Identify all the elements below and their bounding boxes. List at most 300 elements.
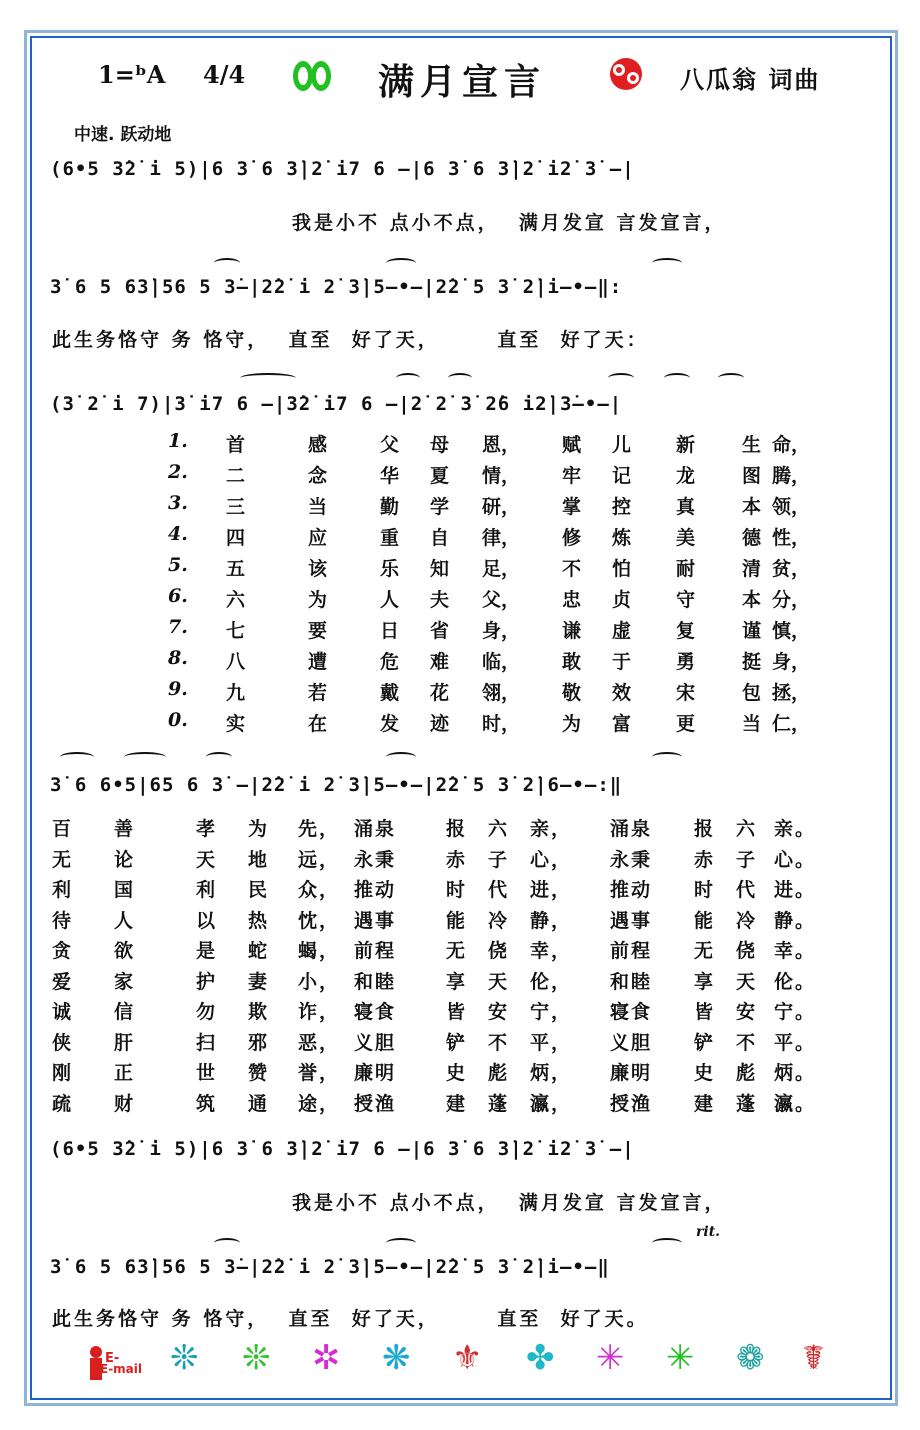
verse-word: 包 [742,682,762,704]
verse-word: 谦 [562,620,582,642]
slur-mark [386,258,416,268]
chorus-word: 诈， [298,1001,341,1023]
lyric-line-2: 此生务恪守 务 恪守， 直至 好了天， 直至 好了天： [52,329,649,351]
chorus-word: 扫 [196,1031,218,1054]
chorus-word: 利 [196,879,218,901]
verse-word: 忠 [562,589,582,611]
flower-icon: ❁ [736,1338,765,1378]
chorus-word: 进。 [774,879,817,901]
notation-line-3: (3̇ 2̇ i 7)|3̇ i7 6 —|3̇2̇ i7 6 —|2̇ 2̇ 3̇ 2̇6 i2̇|3̇—•—| [50,393,623,415]
chorus-word: 皆 [446,1001,468,1023]
song-title: 满月宣言 [378,61,547,103]
verse-word: 念 [308,465,328,487]
chorus-word: 护 [196,970,218,993]
tempo-marking: 中速. 跃动地 [74,125,172,145]
verse-word: 恩， [482,434,521,456]
verse-word: 富 [612,713,632,735]
verse-word: 学 [430,496,450,518]
chorus-word: 人 [114,909,136,932]
caduceus-icon: ☤ [802,1338,825,1378]
slur-mark [60,752,94,762]
chorus-word: 代 [736,879,758,901]
chorus-word: 先， [298,818,341,840]
verse-word: 当 [742,713,762,735]
verse-word: 翎， [482,682,521,704]
verse-word: 勤 [380,496,400,518]
verse-word: 谨 [742,620,762,642]
verse-word: 于 [612,651,632,673]
verse-word: 律， [482,527,521,549]
slur-mark [664,373,690,383]
verse-word: 腾， [772,465,811,487]
slur-mark [608,373,634,383]
verse-word: 更 [676,713,696,735]
verse-word: 八 [226,651,246,673]
ritardando-marking: rit. [696,1224,721,1240]
chorus-word: 善 [114,818,136,840]
chorus-row [52,845,852,873]
chorus-word: 涌泉 [610,818,653,840]
verse-word: 遭 [308,651,328,673]
verse-word: 自 [430,527,450,549]
verse-row [168,647,811,675]
verse-word: 德 [742,527,762,549]
chorus-word: 亲。 [774,818,817,840]
chorus-word: 热 [248,909,270,932]
chorus-word: 勿 [196,1001,218,1023]
chorus-word: 疏 [52,1092,74,1115]
lyric-line-intro: 我是小不 点小不点， 满月发宣 言发宣言， [292,212,727,234]
verse-word: 在 [308,713,328,735]
chorus-word: 前程 [354,940,397,962]
chorus-word: 能 [694,909,716,932]
chorus-word: 炳。 [774,1062,817,1084]
chorus-word: 伦。 [774,970,817,993]
chorus-word: 妻 [248,970,270,993]
chorus-word: 前程 [610,940,653,962]
verse-word: 母 [430,434,450,456]
chorus-word: 静， [530,909,573,932]
verse-word: 父 [380,434,400,456]
svg-text:E-: E- [105,1351,120,1366]
chorus-row [52,875,852,903]
chorus-row [52,936,852,964]
slur-mark [206,752,232,762]
slur-mark [124,752,166,762]
verse-word: 研， [482,496,521,518]
verse-word: 戴 [380,682,400,704]
chorus-word: 幸。 [774,940,817,962]
snowflake-icon: ✳ [666,1338,695,1378]
verse-number: 4. [168,523,188,545]
chorus-word: 建 [694,1092,716,1115]
verse-word: 二 [226,465,246,487]
verse-word: 敬 [562,682,582,704]
verse-word: 迹 [430,713,450,735]
chorus-word: 史 [694,1062,716,1084]
score-header [40,52,880,102]
verse-word: 人 [380,589,400,611]
verse-word: 分， [772,589,811,611]
chorus-word: 不 [736,1031,758,1054]
slur-mark [240,373,296,383]
verse-number: 0. [168,709,188,731]
verse-word: 复 [676,620,696,642]
snowflake-icon: ❋ [382,1338,411,1378]
verse-word: 本 [742,589,762,611]
chorus-word: 皆 [694,1001,716,1023]
chorus-word: 邪 [248,1031,270,1054]
verse-word: 贞 [612,589,632,611]
verse-word: 重 [380,527,400,549]
chorus-word: 是 [196,940,218,962]
chorus-word: 平， [530,1031,573,1054]
red-cancer-icon [606,56,646,96]
verse-row [168,554,811,582]
verse-row [168,430,811,458]
verse-row [168,585,811,613]
chorus-word: 宁。 [774,1001,817,1023]
chorus-word: 爱 [52,970,74,993]
verse-word: 首 [226,434,246,456]
chorus-word: 子 [736,848,758,871]
verse-word: 美 [676,527,696,549]
chorus-word: 安 [736,1001,758,1023]
verse-word: 当 [308,496,328,518]
verse-word: 六 [226,589,246,611]
verse-word: 夏 [430,465,450,487]
slur-mark [214,1238,240,1248]
verse-row [168,709,811,737]
chorus-word: 报 [446,818,468,840]
verse-word: 该 [308,558,328,580]
verse-row [168,461,811,489]
verse-word: 慎， [772,620,811,642]
snowflake-icon: ✤ [526,1338,555,1378]
chorus-word: 义胆 [354,1031,397,1054]
verse-word: 真 [676,496,696,518]
verse-row [168,678,811,706]
chorus-word: 通 [248,1092,270,1115]
notation-line-final: 3̇ 6 5 63̇|56 5 3̇—|2̇2̇ i 2̇ 3̇|5—•—|2̇2̇ 5 3̇ 2̇|i—•—‖ [50,1256,610,1278]
verse-word: 危 [380,651,400,673]
verse-word: 身， [772,651,811,673]
verse-number: 1. [168,430,188,452]
chorus-word: 时 [694,879,716,901]
chorus-word: 家 [114,970,136,993]
chorus-word: 安 [488,1001,510,1023]
chorus-word: 众， [298,879,341,901]
snowflake-icon: ❊ [170,1338,199,1378]
verse-word: 效 [612,682,632,704]
slur-mark [386,752,416,762]
slur-mark [214,258,240,268]
chorus-word: 财 [114,1092,136,1115]
chorus-row [52,967,852,995]
verse-word: 牢 [562,465,582,487]
emblem-icon: ⚜ [452,1338,483,1378]
chorus-word: 永秉 [610,848,653,871]
verse-word: 三 [226,496,246,518]
chorus-word: 能 [446,909,468,932]
verse-word: 领， [772,496,811,518]
verse-number: 7. [168,616,188,638]
verse-word: 儿 [612,434,632,456]
notation-line-reprise: (6•5 3̇2̇ i 5)|6 3̇ 6 3̇|2̇ i7 6 —|6 3̇ 6 3̇|2̇ i2̇ 3̇ —| [50,1138,635,1160]
chorus-word: 铲 [694,1031,716,1054]
chorus-word: 侠 [52,1031,74,1054]
verse-word: 若 [308,682,328,704]
chorus-word: 宁， [530,1001,573,1023]
verse-word: 五 [226,558,246,580]
chorus-word: 侥 [736,940,758,962]
verse-word: 难 [430,651,450,673]
chorus-word: 六 [488,818,510,840]
verse-word: 华 [380,465,400,487]
chorus-word: 伦， [530,970,573,993]
chorus-word: 肝 [114,1031,136,1054]
verse-number: 2. [168,461,188,483]
slur-mark [396,373,420,383]
slur-mark [718,373,744,383]
verse-word: 新 [676,434,696,456]
verse-word: 敢 [562,651,582,673]
chorus-word: 寝食 [354,1001,397,1023]
chorus-word: 筑 [196,1092,218,1115]
chorus-row [52,1028,852,1056]
verse-word: 性， [772,527,811,549]
chorus-word: 静。 [774,909,817,932]
verse-word: 父， [482,589,521,611]
chorus-word: 赞 [248,1062,270,1084]
chorus-word: 无 [694,940,716,962]
chorus-word: 欺 [248,1001,270,1023]
chorus-word: 铲 [446,1031,468,1054]
chorus-word: 以 [196,909,218,932]
snowflake-icon: ❊ [242,1338,271,1378]
chorus-word: 幸， [530,940,573,962]
chorus-word: 炳， [530,1062,573,1084]
verse-word: 记 [612,465,632,487]
verse-word: 虚 [612,620,632,642]
chorus-word: 地 [248,848,270,871]
chorus-word: 忱， [298,909,341,932]
chorus-row [52,1089,852,1117]
chorus-word: 冷 [736,909,758,932]
green-ornament-icon [290,58,334,98]
chorus-word: 恶， [298,1031,341,1054]
verse-row [168,523,811,551]
chorus-word: 瀛。 [774,1092,817,1115]
chorus-word: 蓬 [736,1092,758,1115]
chorus-word: 冷 [488,909,510,932]
chorus-word: 史 [446,1062,468,1084]
chorus-word: 远， [298,848,341,871]
verse-word: 七 [226,620,246,642]
chorus-word: 彪 [736,1062,758,1084]
chorus-word: 孝 [196,818,218,840]
chorus-word: 享 [446,970,468,993]
chorus-word: 欲 [114,940,136,962]
chorus-word: 六 [736,818,758,840]
verse-word: 勇 [676,651,696,673]
verse-word: 挺 [742,651,762,673]
chorus-word: 心， [530,848,573,871]
chorus-word: 建 [446,1092,468,1115]
verse-word: 实 [226,713,246,735]
chorus-word: 报 [694,818,716,840]
chorus-word: 国 [114,879,136,901]
chorus-word: 诚 [52,1001,74,1023]
verse-word: 应 [308,527,328,549]
verse-word: 发 [380,713,400,735]
chorus-word: 和睦 [610,970,653,993]
chorus-word: 民 [248,879,270,901]
verse-word: 九 [226,682,246,704]
verse-word: 为 [562,713,582,735]
verse-word: 仁， [772,713,811,735]
chorus-word: 途， [298,1092,341,1115]
time-signature: 4/4 [203,60,246,89]
notation-line-2: 3̇ 6 5 63̇|56 5 3̇—|2̇2̇ i 2̇ 3̇|5—•—|2̇2̇ 5 3̇ 2̇|i—•—‖: [50,276,623,298]
verse-word: 感 [308,434,328,456]
chorus-word: 赤 [446,848,468,871]
chorus-word: 誉， [298,1062,341,1084]
snowflake-icon: ✲ [312,1338,341,1378]
chorus-word: 贪 [52,940,74,962]
verse-number: 3. [168,492,188,514]
slur-mark [652,752,682,762]
verse-word: 本 [742,496,762,518]
chorus-word: 小， [298,970,341,993]
verse-word: 耐 [676,558,696,580]
verse-word: 知 [430,558,450,580]
verse-word: 不 [562,558,582,580]
chorus-word: 无 [446,940,468,962]
verse-word: 省 [430,620,450,642]
chorus-word: 授渔 [610,1092,653,1115]
verse-word: 身， [482,620,521,642]
chorus-word: 瀛， [530,1092,573,1115]
verse-row [168,616,811,644]
chorus-word: 廉明 [610,1062,653,1084]
chorus-word: 天 [736,970,758,993]
chorus-word: 子 [488,848,510,871]
verse-word: 拯， [772,682,811,704]
verse-word: 修 [562,527,582,549]
snowflake-icon: ✳ [596,1338,625,1378]
chorus-word: 时 [446,879,468,901]
chorus-word: 寝食 [610,1001,653,1023]
chorus-word: 授渔 [354,1092,397,1115]
verse-row [168,492,811,520]
verse-word: 怕 [612,558,632,580]
notation-line-4: 3̇ 6 6•5|65 6 3̇ —|2̇2̇ i 2̇ 3̇|5—•—|2̇2̇ 5 3̇ 2̇|6—•—:‖ [50,774,623,796]
verse-number: 8. [168,647,188,669]
chorus-word: 彪 [488,1062,510,1084]
verse-word: 乐 [380,558,400,580]
chorus-word: 信 [114,1001,136,1023]
slur-mark [386,1238,416,1248]
verse-word: 日 [380,620,400,642]
chorus-word: 论 [114,848,136,871]
verse-word: 命， [772,434,811,456]
verse-word: 炼 [612,527,632,549]
chorus-word: 推动 [610,879,653,901]
composer-credit: 八瓜翁 词曲 [680,66,821,94]
slur-mark [448,373,472,383]
slur-mark [652,1238,682,1248]
lyric-line-reprise: 我是小不 点小不点， 满月发宣 言发宣言， [292,1192,727,1214]
chorus-word: 为 [248,818,270,840]
chorus-word: 涌泉 [354,818,397,840]
chorus-word: 义胆 [610,1031,653,1054]
chorus-word: 和睦 [354,970,397,993]
chorus-word: 亲， [530,818,573,840]
chorus-word: 天 [196,848,218,871]
verse-word: 花 [430,682,450,704]
chorus-row [52,906,852,934]
verse-word: 控 [612,496,632,518]
chorus-word: 蓬 [488,1092,510,1115]
chorus-word: 廉明 [354,1062,397,1084]
chorus-word: 代 [488,879,510,901]
chorus-word: 推动 [354,879,397,901]
chorus-word: 赤 [694,848,716,871]
verse-word: 要 [308,620,328,642]
verse-word: 四 [226,527,246,549]
slur-mark [652,258,682,268]
verse-word: 宋 [676,682,696,704]
chorus-word: 不 [488,1031,510,1054]
verse-number: 6. [168,585,188,607]
chorus-row [52,814,852,842]
verse-word: 守 [676,589,696,611]
chorus-word: 待 [52,909,74,932]
chorus-row [52,997,852,1025]
chorus-word: 遇事 [354,909,397,932]
chorus-word: 利 [52,879,74,901]
verse-word: 清 [742,558,762,580]
notation-line-intro: (6•5 3̇2̇ i 5)|6 3̇ 6 3̇|2̇ i7 6 —|6 3̇ 6 3̇|2̇ i2̇ 3̇ —| [50,158,635,180]
verse-word: 临， [482,651,521,673]
verse-word: 掌 [562,496,582,518]
chorus-word: 享 [694,970,716,993]
chorus-word: 世 [196,1062,218,1084]
chorus-word: 百 [52,818,74,840]
chorus-word: 侥 [488,940,510,962]
chorus-word: 平。 [774,1031,817,1054]
verse-word: 情， [482,465,521,487]
chorus-word: 遇事 [610,909,653,932]
verse-word: 夫 [430,589,450,611]
verse-word: 图 [742,465,762,487]
verse-word: 贫， [772,558,811,580]
chorus-word: 进， [530,879,573,901]
lyric-line-final: 此生务恪守 务 恪守， 直至 好了天， 直至 好了天。 [52,1308,649,1330]
chorus-row [52,1058,852,1086]
chorus-word: 心。 [774,848,817,871]
verse-word: 生 [742,434,762,456]
verse-word: 足， [482,558,521,580]
verse-number: 9. [168,678,188,700]
email-label: E-mail [100,1362,143,1376]
verse-number: 5. [168,554,188,576]
verse-word: 龙 [676,465,696,487]
verse-word: 为 [308,589,328,611]
chorus-word: 无 [52,848,74,871]
chorus-word: 蝎， [298,940,341,962]
